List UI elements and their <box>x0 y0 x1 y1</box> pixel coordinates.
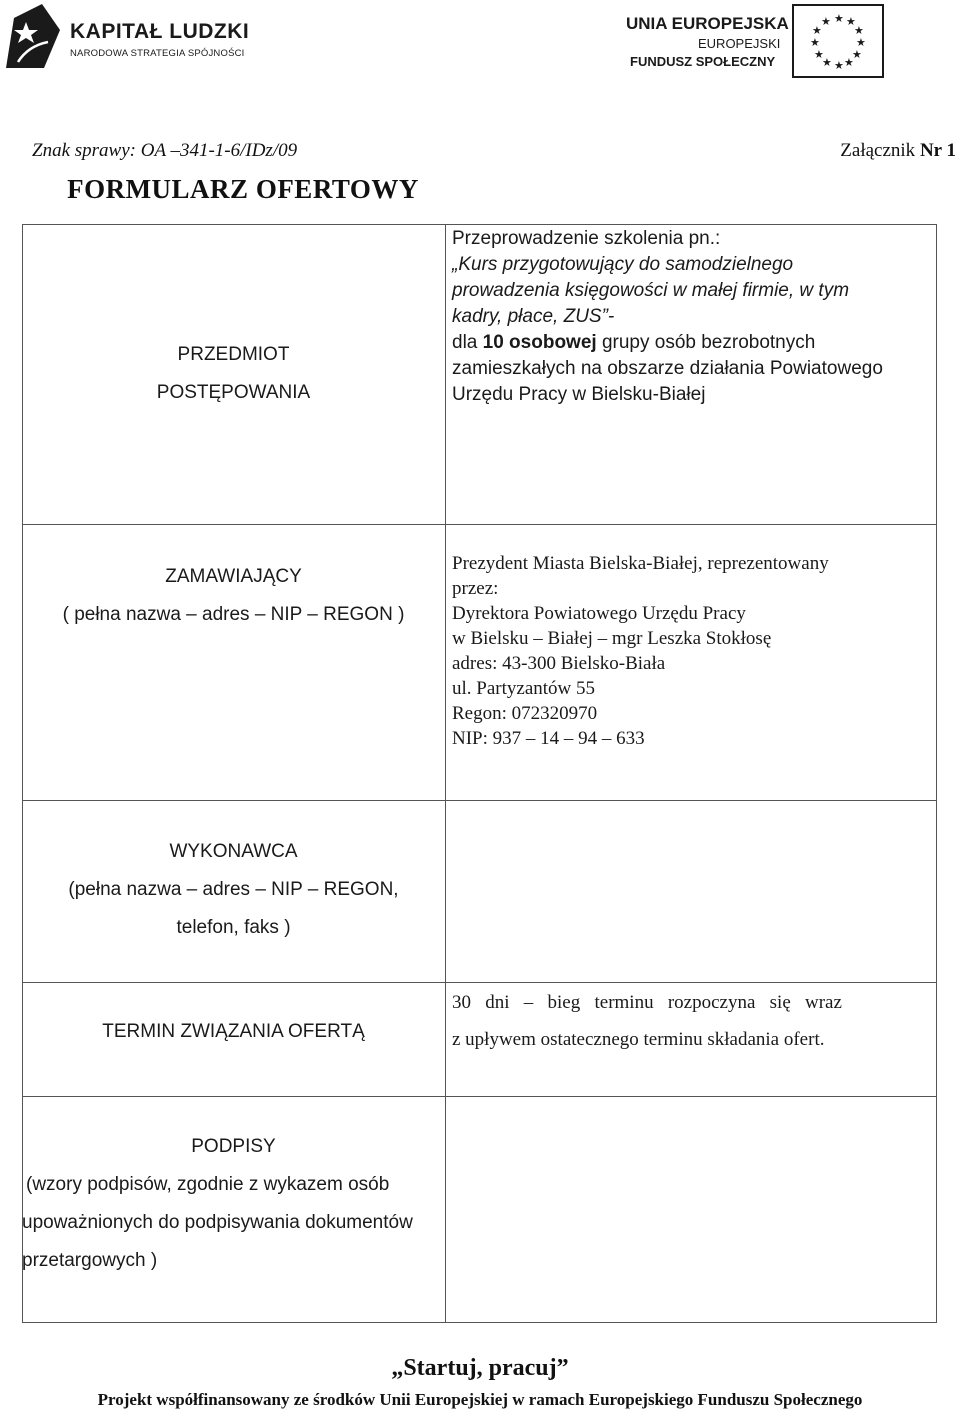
ordering-value <box>452 551 829 751</box>
table-row-line <box>22 982 937 983</box>
contractor-label <box>22 833 445 947</box>
signatures-label-line2: (wzory podpisów, zgodnie z wykazem osób <box>26 1174 390 1195</box>
svg-text:★: ★ <box>821 15 831 28</box>
annex-number: Nr 1 <box>919 140 956 161</box>
svg-text:★: ★ <box>822 56 832 69</box>
svg-text:★: ★ <box>844 56 854 69</box>
svg-text:★: ★ <box>852 48 862 61</box>
subject-value <box>452 226 883 408</box>
subject-label-line1: PRZEDMIOT <box>177 344 290 365</box>
svg-text:★: ★ <box>854 24 864 37</box>
subject-line7: Urzędu Pracy w Bielsku-Białej <box>452 384 706 405</box>
table-row-line <box>22 524 937 525</box>
binding-label <box>22 1021 445 1043</box>
binding-value <box>452 984 842 1058</box>
table-border-top <box>22 224 937 225</box>
footer-slogan: „Startuj, pracuj” <box>391 1355 569 1381</box>
contractor-label-line1: WYKONAWCA <box>169 841 298 862</box>
subject-line2: „Kurs przygotowujący do samodzielnego <box>452 254 794 275</box>
table-border-right <box>936 224 937 1322</box>
table-border-bottom <box>22 1322 937 1323</box>
eu-logo-line3: FUNDUSZ SPOŁECZNY <box>630 54 776 69</box>
ordering-line: Regon: 072320970 <box>452 703 598 724</box>
form-title <box>0 174 960 205</box>
signatures-label-line4: przetargowych ) <box>22 1250 158 1271</box>
ordering-line: Prezydent Miasta Bielska-Białej, reprezentowany <box>452 553 829 574</box>
kapital-ludzki-subtitle: NARODOWA STRATEGIA SPÓJNOŚCI <box>70 48 245 59</box>
svg-text:★: ★ <box>856 36 866 49</box>
ordering-line: adres: 43-300 Bielsko-Biała <box>452 653 666 674</box>
ordering-label-line1: ZAMAWIAJĄCY <box>165 566 302 587</box>
kapital-ludzki-title: KAPITAŁ LUDZKI <box>70 20 250 43</box>
eu-logo-line2: EUROPEJSKI <box>698 36 781 51</box>
signatures-label <box>22 1128 445 1280</box>
eu-logo-line1: UNIA EUROPEJSKA <box>626 14 789 33</box>
form-title-text: FORMULARZ OFERTOWY <box>67 174 419 204</box>
case-reference: Znak sprawy: OA –341-1-6/IDz/09 <box>32 140 298 161</box>
contractor-value-field[interactable] <box>446 801 936 982</box>
contractor-label-line3: telefon, faks ) <box>176 917 291 938</box>
svg-text:★: ★ <box>810 36 820 49</box>
binding-label-text: TERMIN ZWIĄZANIA OFERTĄ <box>102 1021 365 1042</box>
ordering-label <box>22 558 445 634</box>
contractor-label-line2: (pełna nazwa – adres – NIP – REGON, <box>68 879 399 900</box>
ordering-line: ul. Partyzantów 55 <box>452 678 596 699</box>
subject-line1: Przeprowadzenie szkolenia pn.: <box>452 228 721 249</box>
subject-line5 <box>452 330 883 356</box>
svg-text:★: ★ <box>834 59 844 72</box>
svg-text:★: ★ <box>846 15 856 28</box>
svg-text:★: ★ <box>834 12 844 25</box>
kapital-ludzki-emblem-icon <box>4 2 64 70</box>
eu-stars-icon <box>794 6 882 76</box>
subject-line5-bold: 10 osobowej <box>482 332 597 353</box>
ordering-line: w Bielsku – Białej – mgr Leszka Stokłosę <box>452 628 772 649</box>
binding-line2: z upływem ostatecznego terminu składania ofert. <box>452 1029 825 1050</box>
subject-line5-pre: dla <box>452 332 483 353</box>
eu-flag-icon <box>792 4 884 78</box>
eu-logo <box>626 4 958 80</box>
svg-text:★: ★ <box>812 24 822 37</box>
subject-line4: kadry, płace, ZUS”- <box>452 306 615 327</box>
ordering-line: NIP: 937 – 14 – 94 – 633 <box>452 728 645 749</box>
subject-label-line2: POSTĘPOWANIA <box>156 382 311 403</box>
signatures-label-line1: PODPISY <box>191 1136 276 1157</box>
annex-prefix: Załącznik <box>840 140 920 161</box>
annex-label <box>840 140 956 162</box>
ordering-line: Dyrektora Powiatowego Urzędu Pracy <box>452 603 746 624</box>
footer-note: Projekt współfinansowany ze środków Unii Europejskiej w ramach Europejskiego Funduszu Społecznego <box>97 1390 863 1409</box>
subject-line3: prowadzenia księgowości w małej firmie, w tym <box>452 280 850 301</box>
signatures-value-field[interactable] <box>446 1097 936 1322</box>
svg-text:★: ★ <box>814 48 824 61</box>
ordering-line: przez: <box>452 578 499 599</box>
subject-line5-post: grupy osób bezrobotnych <box>596 332 816 353</box>
subject-label <box>22 336 445 412</box>
subject-line6: zamieszkałych na obszarze działania Powiatowego <box>452 358 883 379</box>
signatures-label-line3: upoważnionych do podpisywania dokumentów <box>22 1212 413 1233</box>
ordering-label-line2: ( pełna nazwa – adres – NIP – REGON ) <box>62 604 405 625</box>
binding-line1: 30 dni – bieg terminu rozpoczyna się wraz <box>452 992 842 1013</box>
kapital-ludzki-logo <box>4 2 264 72</box>
